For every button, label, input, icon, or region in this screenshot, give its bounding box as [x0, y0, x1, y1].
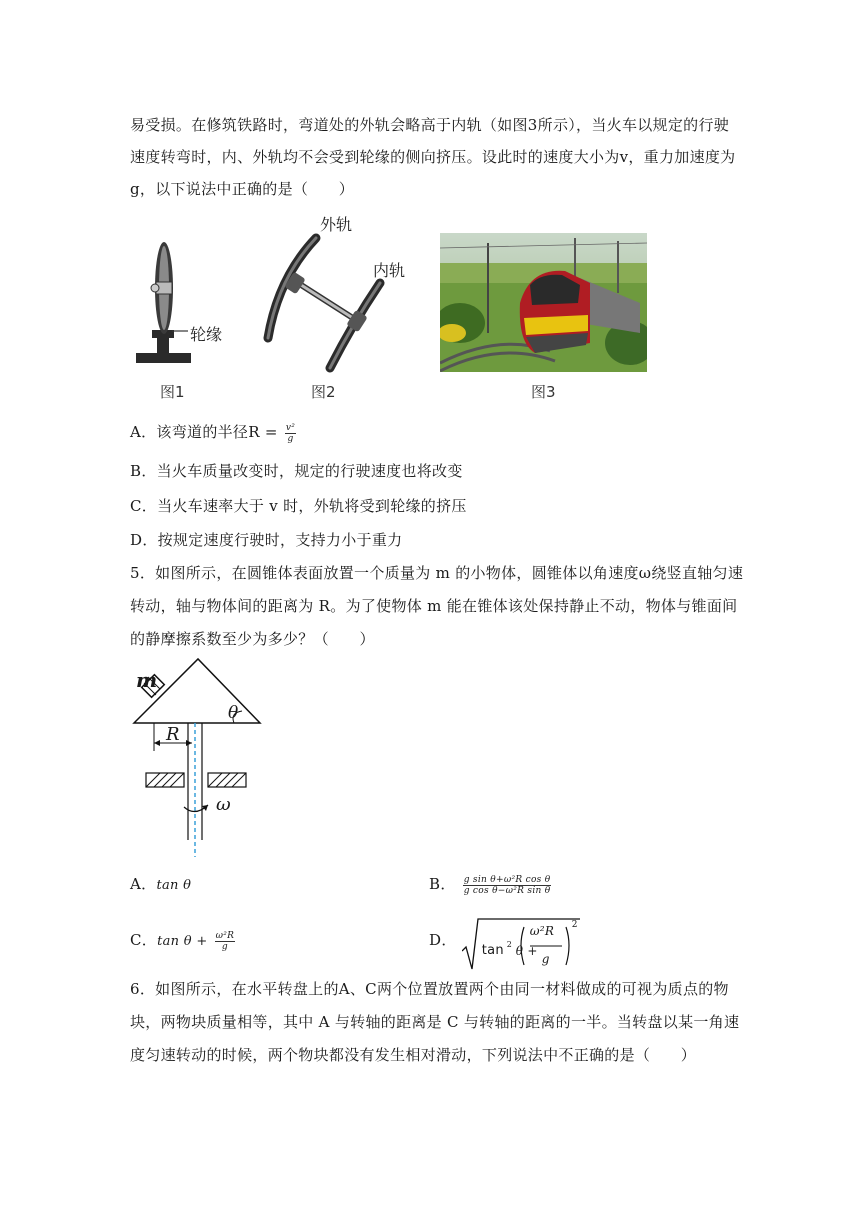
fig2-rails-diagram — [258, 228, 408, 373]
q5-option-b-label: B． — [429, 875, 456, 893]
q5-option-c-numerator: ω²R — [215, 930, 235, 941]
q6-line-1: 6．如图所示，在水平转盘上的A、C两个位置放置两个由同一材料做成的可视为质点的物 — [130, 980, 729, 998]
q4-option-a — [130, 422, 296, 444]
q5-option-a-expr: tan θ — [156, 878, 192, 893]
q6-line-2: 块，两物块质量相等，其中 A 与转轴的距离是 C 与转轴的距离的一半。当转盘以某一角速 — [130, 1013, 740, 1031]
q5-option-c — [130, 930, 235, 952]
q5-option-c-expr: tan θ + — [157, 934, 208, 949]
q5-omega-label: ω — [216, 794, 231, 815]
q5-option-a-label: A． — [130, 875, 157, 893]
q5-option-c-label: C． — [130, 931, 158, 949]
q5-option-c-fraction — [215, 931, 236, 952]
q5-option-d-tan: tan — [481, 943, 504, 958]
q4-option-c: C．当火车速率大于 v 时，外轨将受到轮缘的挤压 — [130, 497, 467, 515]
q4-option-a-numerator: v² — [285, 422, 296, 433]
fig3-caption: 图3 — [531, 383, 556, 401]
q4-intro-line-3: g，以下说法中正确的是（ ） — [130, 180, 355, 198]
fig1-caption: 图1 — [160, 383, 185, 401]
q4-intro-line-2: 速度转弯时，内、外轨均不会受到轮缘的侧向挤压。设此时的速度大小为v，重力加速度为 — [130, 148, 736, 166]
q6-line-3: 度匀速转动的时候，两个物块都没有发生相对滑动，下列说法中不正确的是（ ） — [130, 1046, 697, 1064]
q4-intro-line-1: 易受损。在修筑铁路时，弯道处的外轨会略高于内轨（如图3所示），当火车以规定的行驶 — [130, 116, 730, 134]
q5-option-d-label: D． — [429, 931, 457, 949]
q5-option-d — [429, 920, 578, 966]
q5-line-3: 的静摩擦系数至少为多少？（ ） — [130, 630, 375, 648]
fig2-caption: 图2 — [311, 383, 336, 401]
q5-line-1: 5．如图所示，在圆锥体表面放置一个质量为 m 的小物体，圆锥体以角速度ω绕竖直轴匀速 — [130, 564, 744, 582]
q5-option-a — [130, 874, 191, 896]
fig2-inner-rail-label: 内轨 — [373, 261, 406, 280]
q5-option-b-fraction — [463, 875, 552, 896]
q5-option-d-denominator: g — [541, 952, 550, 966]
q4-option-d: D．按规定速度行驶时，支持力小于重力 — [130, 531, 403, 549]
q4-option-a-fraction — [285, 423, 296, 444]
q5-option-d-numerator: ω²R — [529, 924, 555, 938]
q5-line-2: 转动，轴与物体间的距离为 R。为了使物体 m 能在锥体该处保持静止不动，物体与锥面间 — [130, 597, 738, 615]
q5-option-b-denominator: g cos θ−ω²R sin θ — [463, 885, 551, 896]
q5-option-b-numerator: g sin θ+ω²R cos θ — [463, 874, 551, 885]
fig1-wheel-diagram — [128, 236, 248, 371]
q5-mass-label: m — [136, 668, 158, 692]
q5-option-d-theta: θ + — [515, 944, 538, 958]
q5-option-c-denominator: g — [221, 941, 228, 952]
q4-option-b: B．当火车质量改变时，规定的行驶速度也将改变 — [130, 462, 463, 480]
q5-radius-label: R — [166, 724, 180, 745]
q5-angle-label: θ — [228, 703, 239, 723]
q4-option-a-denominator: g — [287, 433, 294, 444]
fig1-flange-label: 轮缘 — [190, 325, 223, 344]
q5-option-d-tan-power: 2 — [506, 940, 513, 949]
q4-option-a-text: A．该弯道的半径R = — [130, 423, 278, 441]
q5-option-d-outer-power: 2 — [571, 920, 578, 930]
q5-option-b — [429, 874, 551, 896]
fig2-outer-rail-label: 外轨 — [320, 215, 353, 234]
fig3-train-photo — [440, 233, 647, 372]
